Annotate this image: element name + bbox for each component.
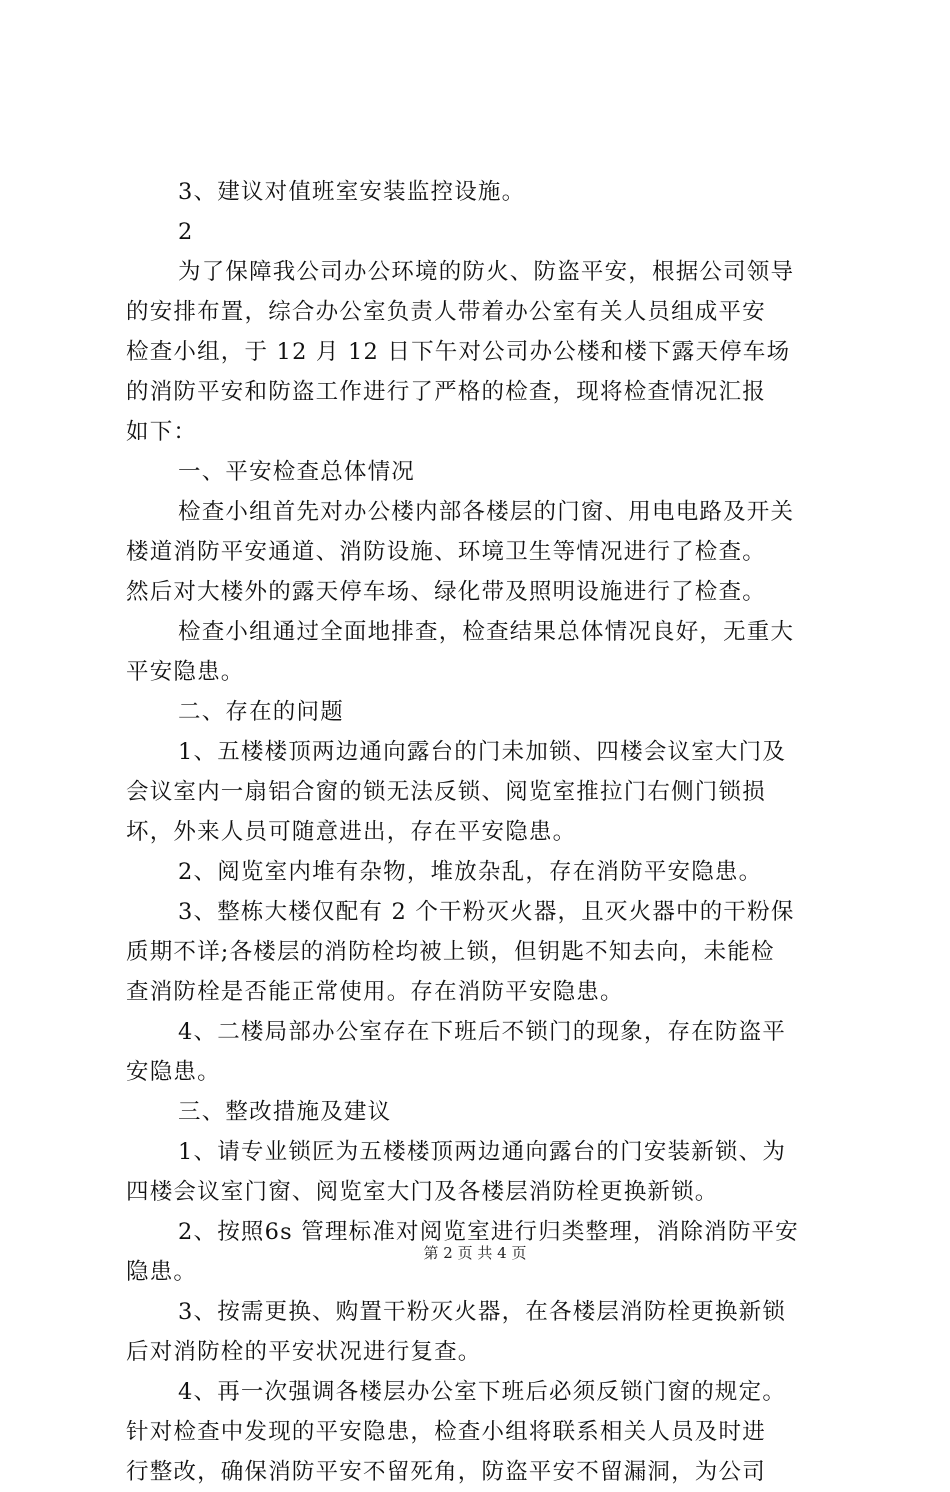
text-line: 然后对大楼外的露天停车场、绿化带及照明设施进行了检查。 (126, 579, 766, 605)
text-line: 四楼会议室门窗、阅览室大门及各楼层消防栓更换新锁。 (126, 1179, 719, 1205)
text-line: 3、整栋大楼仅配有 2 个干粉灭火器，且灭火器中的干粉保 (178, 899, 795, 925)
text-line: 3、按需更换、购置干粉灭火器，在各楼层消防栓更换新锁 (178, 1299, 787, 1325)
text-line: 三、整改措施及建议 (178, 1099, 392, 1125)
text-line: 如下： (126, 419, 198, 445)
text-line: 2、按照6s 管理标准对阅览室进行归类整理，消除消防平安 (178, 1219, 799, 1245)
text-line: 一、平安检查总体情况 (178, 459, 416, 485)
text-line: 4、再一次强调各楼层办公室下班后必须反锁门窗的规定。 (178, 1379, 787, 1405)
text-line: 隐患。 (126, 1259, 198, 1285)
document-body (126, 172, 838, 1492)
page-footer: 第 2 页 共 4 页 (423, 1244, 527, 1262)
text-line: 后对消防栓的平安状况进行复查。 (126, 1339, 482, 1365)
text-line: 1、请专业锁匠为五楼楼顶两边通向露台的门安装新锁、为 (178, 1139, 787, 1165)
text-line: 的消防平安和防盗工作进行了严格的检查，现将检查情况汇报 (126, 379, 766, 405)
text-line: 2 (178, 219, 194, 245)
text-line: 行整改，确保消防平安不留死角，防盗平安不留漏洞，为公司 (126, 1459, 766, 1485)
text-line: 楼道消防平安通道、消防设施、环境卫生等情况进行了检查。 (126, 539, 766, 565)
text-line: 会议室内一扇铝合窗的锁无法反锁、阅览室推拉门右侧门锁损 (126, 779, 766, 805)
text-line: 4、二楼局部办公室存在下班后不锁门的现象，存在防盗平 (178, 1019, 787, 1045)
text-line: 平安隐患。 (126, 659, 245, 685)
text-line: 质期不详;各楼层的消防栓均被上锁，但钥匙不知去向，未能检 (126, 939, 775, 965)
text-line: 1、五楼楼顶两边通向露台的门未加锁、四楼会议室大门及 (178, 739, 787, 765)
text-line: 3、建议对值班室安装监控设施。 (178, 179, 526, 205)
text-line: 检查小组，于 12 月 12 日下午对公司办公楼和楼下露天停车场 (126, 339, 791, 365)
text-line: 坏，外来人员可随意进出，存在平安隐患。 (126, 819, 577, 845)
text-line: 为了保障我公司办公环境的防火、防盗平安，根据公司领导 (178, 259, 795, 285)
text-line: 针对检查中发现的平安隐患，检查小组将联系相关人员及时进 (126, 1419, 766, 1445)
text-line: 安隐患。 (126, 1059, 221, 1085)
text-line: 检查小组首先对办公楼内部各楼层的门窗、用电电路及开关 (178, 499, 795, 525)
text-line: 二、存在的问题 (178, 699, 344, 725)
text-line: 的安排布置，综合办公室负责人带着办公室有关人员组成平安 (126, 299, 766, 325)
text-line: 2、阅览室内堆有杂物，堆放杂乱，存在消防平安隐患。 (178, 859, 763, 885)
text-line: 检查小组通过全面地排查，检查结果总体情况良好，无重大 (178, 619, 795, 645)
text-line: 查消防栓是否能正常使用。存在消防平安隐患。 (126, 979, 624, 1005)
